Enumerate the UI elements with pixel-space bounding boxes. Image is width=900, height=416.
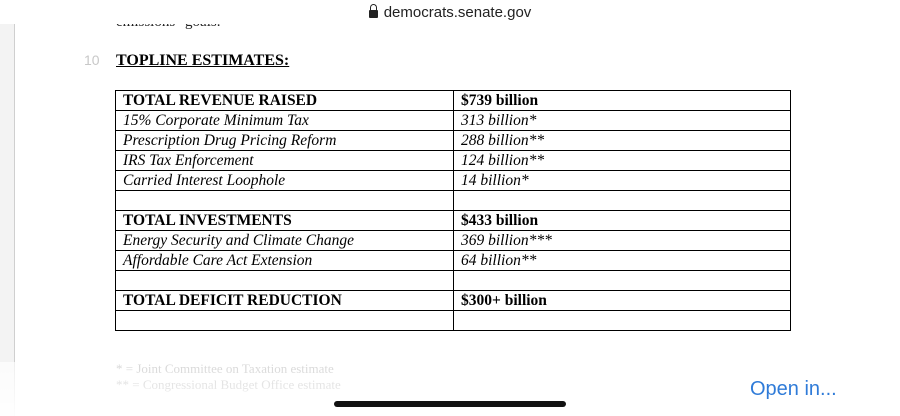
- table-row: [116, 111, 791, 131]
- row-label: [116, 271, 454, 291]
- row-value: 14 billion*: [454, 171, 791, 191]
- table-row: [116, 151, 791, 171]
- row-value: 64 billion**: [454, 251, 791, 271]
- estimates-table: [115, 90, 791, 331]
- row-label: IRS Tax Enforcement: [116, 151, 454, 171]
- table-row: [116, 91, 791, 111]
- row-value: 313 billion*: [454, 111, 791, 131]
- table-row: [116, 211, 791, 231]
- row-value: [454, 191, 791, 211]
- table-row: [116, 131, 791, 151]
- row-label: TOTAL REVENUE RAISED: [116, 91, 454, 111]
- row-value: $433 billion: [454, 211, 791, 231]
- open-in-button[interactable]: Open in...: [750, 378, 837, 400]
- row-value: $739 billion: [454, 91, 791, 111]
- home-indicator[interactable]: [334, 401, 566, 407]
- row-value: [454, 271, 791, 291]
- table-row: [116, 231, 791, 251]
- row-value: [454, 311, 791, 331]
- row-value: 124 billion**: [454, 151, 791, 171]
- row-label: Energy Security and Climate Change: [116, 231, 454, 251]
- row-label: Carried Interest Loophole: [116, 171, 454, 191]
- section-heading: TOPLINE ESTIMATES:: [116, 52, 290, 69]
- row-label: TOTAL INVESTMENTS: [116, 211, 454, 231]
- row-value: 369 billion***: [454, 231, 791, 251]
- row-label: 15% Corporate Minimum Tax: [116, 111, 454, 131]
- row-value: $300+ billion: [454, 291, 791, 311]
- table-row-empty: [116, 311, 791, 331]
- lock-icon: [369, 10, 378, 18]
- address-url: democrats.senate.gov: [383, 3, 532, 21]
- row-value: 288 billion**: [454, 131, 791, 151]
- table-row: [116, 251, 791, 271]
- table-row-empty: [116, 191, 791, 211]
- row-label: TOTAL DEFICIT REDUCTION: [116, 291, 454, 311]
- page-number-ghost: 10: [84, 52, 100, 68]
- row-label: Affordable Care Act Extension: [116, 251, 454, 271]
- row-label: [116, 311, 454, 331]
- table-row: [116, 171, 791, 191]
- row-label: Prescription Drug Pricing Reform: [116, 131, 454, 151]
- row-label: [116, 191, 454, 211]
- page-gutter: [0, 0, 14, 416]
- address-bar[interactable]: [0, 0, 900, 24]
- table-row-empty: [116, 271, 791, 291]
- table-row: [116, 291, 791, 311]
